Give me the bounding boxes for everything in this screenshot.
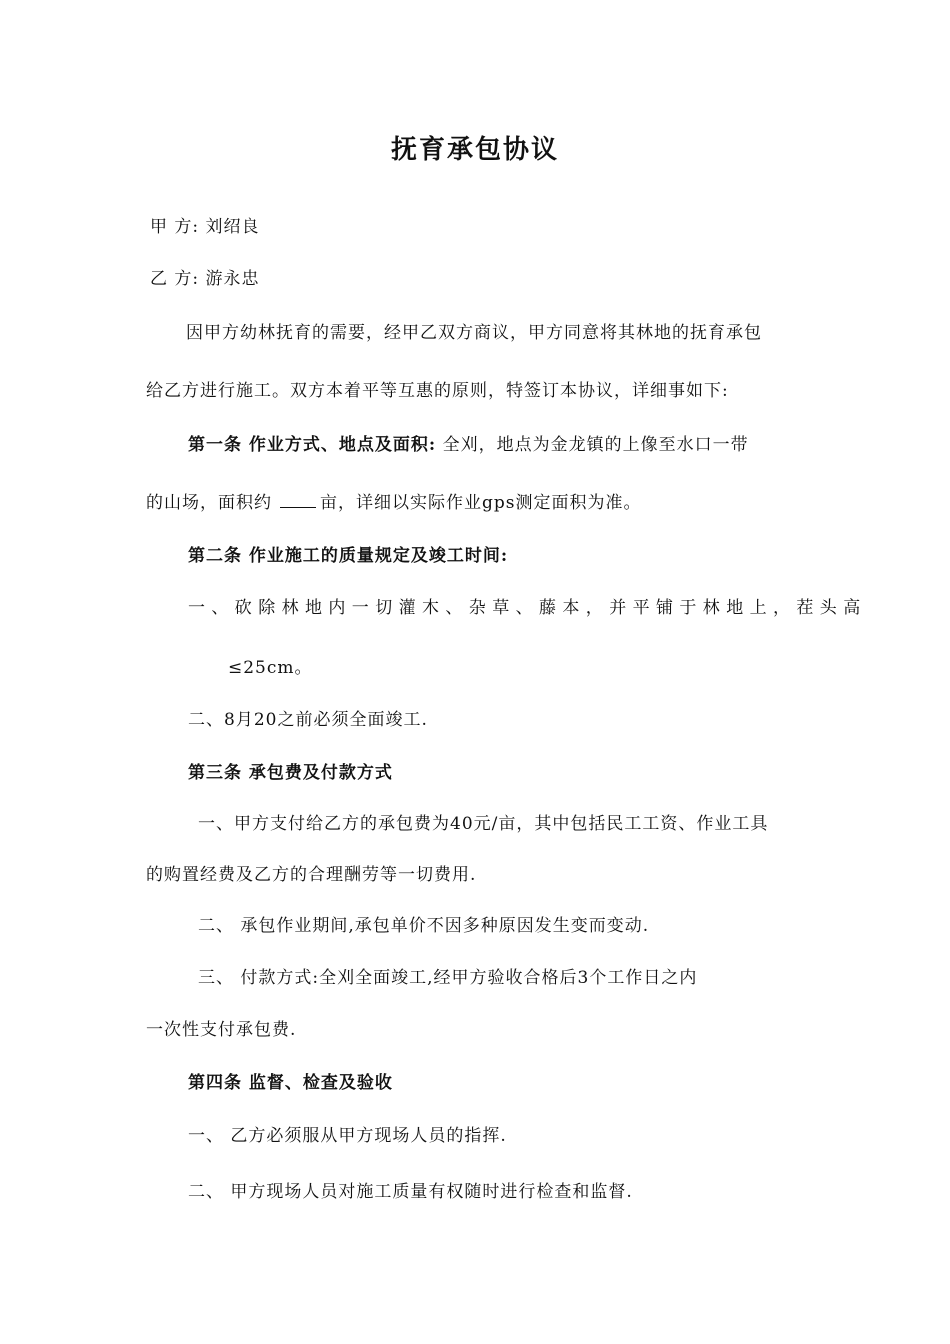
article-1-text-2a: 的山场，面积约 [146, 493, 272, 513]
article-2-item-2: 二、8月20之前必须全面竣工. [188, 710, 428, 730]
article-3-heading: 第三条 承包费及付款方式 [188, 763, 393, 783]
article-2-item-1-line-1: 一、砍除林地内一切灌木、杂草、藤本，并平铺于林地上，茬头高 [188, 598, 867, 618]
article-3-item-1-line-2: 的购置经费及乙方的合理酬劳等一切费用. [146, 865, 477, 885]
article-3-item-2: 二、 承包作业期间,承包单价不因多种原因发生变而变动. [198, 916, 650, 936]
article-3-item-3-line-2: 一次性支付承包费. [146, 1020, 297, 1040]
article-1-text-2b: 亩，详细以实际作业gps测定面积为准。 [320, 493, 642, 513]
article-3-item-1-line-1: 一、甲方支付给乙方的承包费为40元/亩，其中包括民工工资、作业工具 [198, 814, 769, 834]
article-2-item-1-line-2: ≤25cm。 [228, 658, 313, 678]
article-4-heading: 第四条 监督、检查及验收 [188, 1073, 393, 1093]
party-b-line: 乙 方: 游永忠 [150, 269, 260, 289]
article-1-line-1 [188, 434, 749, 456]
intro-line-1: 因甲方幼林抚育的需要，经甲乙双方商议，甲方同意将其林地的抚育承包 [186, 323, 762, 343]
intro-line-2: 给乙方进行施工。双方本着平等互惠的原则，特签订本协议，详细事如下: [146, 381, 729, 401]
article-2-heading: 第二条 作业施工的质量规定及竣工时间: [188, 546, 509, 566]
article-4-item-1: 一、 乙方必须服从甲方现场人员的指挥. [188, 1126, 507, 1146]
article-1-heading: 第一条 作业方式、地点及面积: [188, 435, 437, 455]
article-1-text-1: 全刈，地点为金龙镇的上像至水口一带 [436, 435, 749, 455]
document-title: 抚育承包协议 [390, 135, 559, 165]
article-4-item-2: 二、 甲方现场人员对施工质量有权随时进行检查和监督. [188, 1182, 633, 1202]
article-3-item-3-line-1: 三、 付款方式:全刈全面竣工,经甲方验收合格后3个工作日之内 [198, 968, 698, 988]
article-1-line-2 [146, 492, 642, 514]
party-a-line: 甲 方: 刘绍良 [150, 217, 260, 237]
area-blank-field [280, 493, 316, 508]
